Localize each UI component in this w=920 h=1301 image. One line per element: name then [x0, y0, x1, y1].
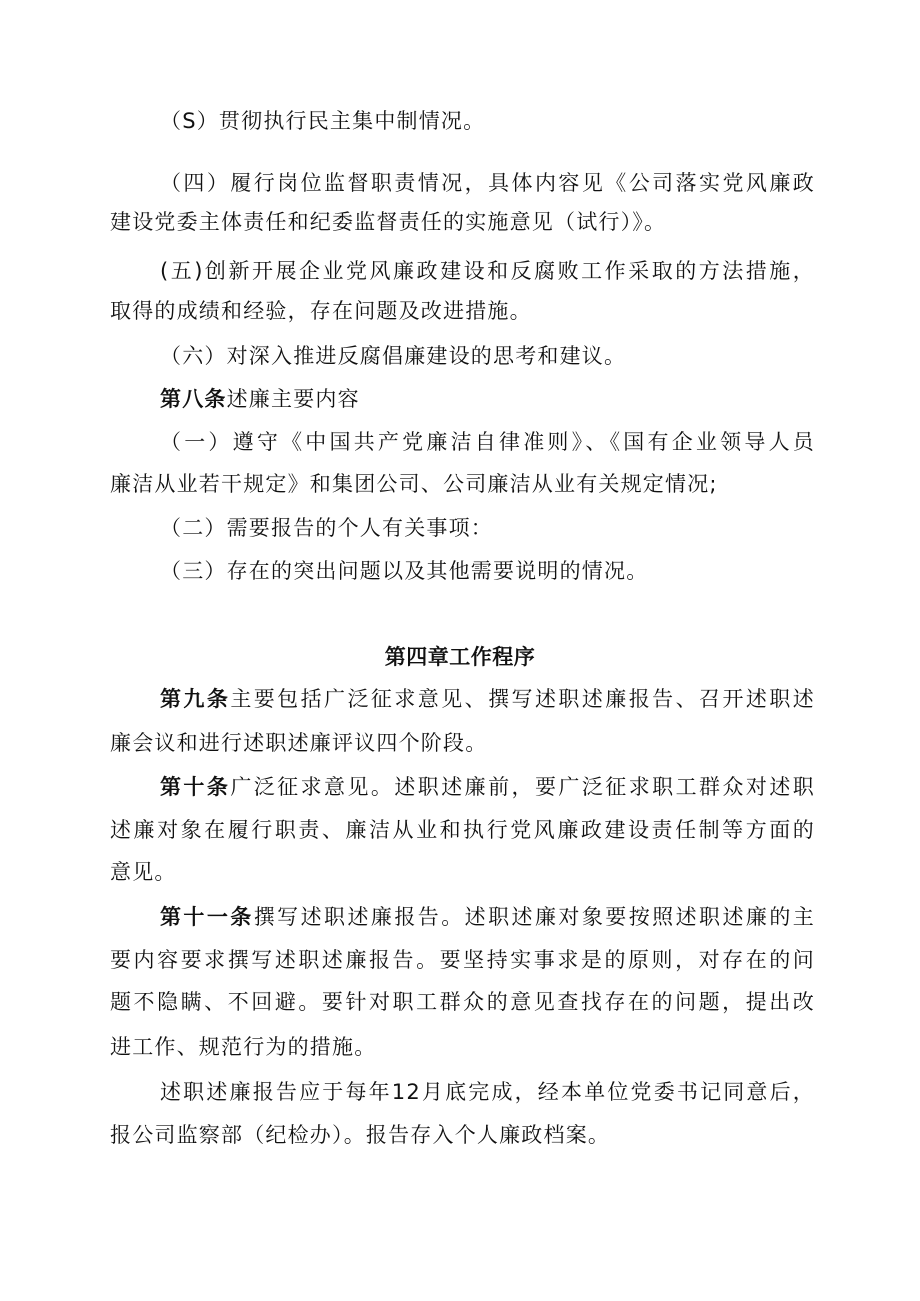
article-11	[160, 902, 815, 932]
paragraph-line: 述廉对象在履行职责、廉洁从业和执行党风廉政建设责任制等方面的	[110, 818, 815, 842]
paragraph-line: （六）对深入推进反腐倡廉建设的思考和建议。	[160, 344, 627, 368]
paragraph-line: 要内容要求撰写述职述廉报告。要坚持实事求是的原则，对存在的问	[110, 948, 815, 972]
paragraph-line: 廉会议和进行述职述廉评议四个阶段。	[110, 731, 488, 755]
chapter-heading: 第四章工作程序	[384, 645, 536, 669]
paragraph-line: （三）存在的突出问题以及其他需要说明的情况。	[160, 559, 649, 583]
paragraph-line: （二）需要报告的个人有关事项：	[160, 516, 493, 540]
article-title: 第十一条	[160, 905, 254, 929]
paragraph-line: （四）履行岗位监督职责情况，具体内容见《公司落实党风廉政	[160, 171, 815, 195]
paragraph-line: 进工作、规范行为的措施。	[110, 1035, 377, 1059]
paragraph-line: 取得的成绩和经验，存在问题及改进措施。	[110, 299, 532, 323]
paragraph-line: （一）遵守《中国共产党廉洁自律准则》、《国有企业领导人员	[160, 430, 815, 454]
article-title: 第十条	[160, 775, 231, 799]
paragraph-line: 建设党委主体责任和纪委监督责任的实施意见（试行）》。	[110, 210, 667, 234]
article-title: 第九条	[160, 687, 231, 711]
paragraph-line: 题不隐瞒、不回避。要针对职工群众的意见查找存在的问题，提出改	[110, 990, 815, 1014]
article-text: 撰写述职述廉报告。述职述廉对象要按照述职述廉的主	[253, 905, 815, 929]
article-title: 第八条	[160, 387, 227, 411]
paragraph-line: (五)创新开展企业党风廉政建设和反腐败工作采取的方法措施，	[160, 259, 815, 283]
article-8	[160, 384, 815, 414]
article-9	[160, 684, 815, 714]
article-text: 述廉主要内容	[226, 387, 360, 411]
paragraph-line: 意见。	[110, 860, 177, 884]
article-10	[160, 772, 815, 802]
paragraph-line: 廉洁从业若干规定》和集团公司、公司廉洁从业有关规定情况;	[110, 472, 718, 496]
paragraph-line: （S）贯彻执行民主集中制情况。	[160, 109, 486, 133]
article-text: 广泛征求意见。述职述廉前，要广泛征求职工群众对述职	[230, 775, 815, 799]
article-text: 主要包括广泛征求意见、撰写述职述廉报告、召开述职述	[230, 687, 815, 711]
paragraph-line: 述职述廉报告应于每年12月底完成，经本单位党委书记同意后，	[160, 1080, 815, 1104]
paragraph-line: 报公司监察部（纪检办）。报告存入个人廉政档案。	[110, 1123, 611, 1147]
